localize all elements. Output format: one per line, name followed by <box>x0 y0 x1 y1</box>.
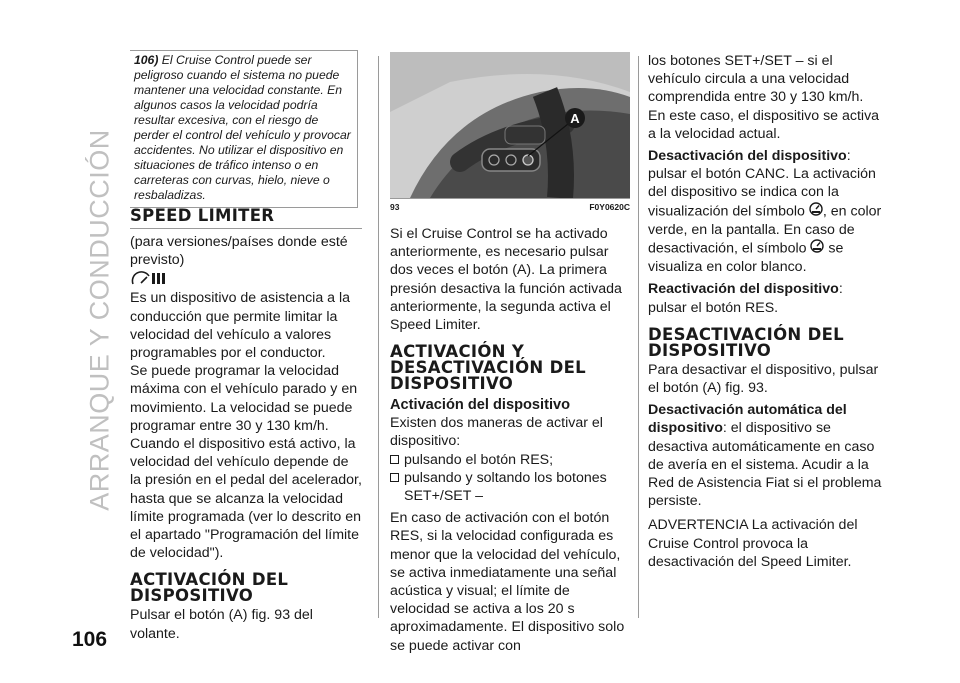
section-heading-deactivation: DESACTIVACIÓN DEL DISPOSITIVO <box>648 324 844 360</box>
figure-code: F0Y0620C <box>589 202 630 212</box>
subheading-reactivation: Reactivación del dispositivo <box>648 281 839 298</box>
list-item <box>390 469 630 505</box>
bullet-square-icon <box>390 455 399 464</box>
bullet-square-icon <box>390 473 399 482</box>
paragraph: Para desactivar el dispositivo, pulsar el botón (A) fig. 93. <box>648 361 879 397</box>
list-item-text: pulsando el botón RES; <box>404 451 554 468</box>
paragraph: Existen dos maneras de activar el dispositivo: <box>390 415 603 450</box>
paragraph: los botones SET+/SET – si el vehículo circula a una velocidad comprendida entre 30 y 130 km/h. En este caso, el dispositivo se activa a la velocidad actual. <box>648 53 880 142</box>
subheading-deactivation: Desactivación del dispositivo <box>648 148 847 165</box>
paragraph: Si el Cruise Control se ha activado anteriormente, es necesario pulsar dos veces el botón (A). La primera presión desactiva la función activada anteriormente, la segunda activa el Speed Limiter. <box>390 226 622 334</box>
speed-limiter-symbol-icon <box>810 239 824 258</box>
paragraph: Pulsar el botón (A) fig. 93 del volante. <box>130 607 313 642</box>
subheading-activation: Activación del dispositivo <box>390 397 571 414</box>
section-heading-activation: ACTIVACIÓN DEL DISPOSITIVO <box>130 570 289 606</box>
column-3 <box>648 52 884 571</box>
paragraph: En caso de activación con el botón RES, si la velocidad configurada es menor que la velocidad del vehículo, se activa inmediatamente una señal acústica y visual; el límite de velocidad se activa a los 20 s aproximadamente. El dispositivo solo se puede activar con <box>390 510 625 654</box>
text: se visualiza en color blanco. <box>648 240 844 276</box>
paragraph <box>648 147 884 276</box>
figure-number: 93 <box>390 202 400 212</box>
figure-caption <box>390 201 630 213</box>
steering-wheel-figure <box>390 52 630 199</box>
text: , en color verde, en la pantalla. En caso de desactivación, el símbolo <box>648 202 882 257</box>
speed-limiter-symbol-icon <box>809 202 823 221</box>
figure-label-a: A <box>570 111 580 126</box>
text: : el dispositivo se desactiva automáticamente en caso de avería en el sistema. Acudir a la Red de Asistencia Fiat si el problema persiste. <box>648 420 882 510</box>
chapter-title-text: ARRANQUE Y CONDUCCIÓN <box>84 129 115 511</box>
paragraph <box>648 401 884 510</box>
subheading-auto-deactivation: Desactivación automática del dispositivo <box>648 402 847 437</box>
text: : pulsar el botón CANC. La activación del dispositivo se indica con la visualización del símbolo <box>648 148 876 219</box>
list-item <box>390 451 630 469</box>
warning-number: 106) <box>134 53 159 67</box>
section-heading-activation-deactivation: ACTIVACIÓN Y DESACTIVACIÓN DEL DISPOSITIVO <box>390 342 586 394</box>
warning-box <box>130 50 358 208</box>
list-item-text: pulsando y soltando los botones SET+/SET – <box>404 469 607 505</box>
warning-paragraph: ADVERTENCIA La activación del Cruise Control provoca la desactivación del Speed Limiter. <box>648 517 858 570</box>
paragraph: Cuando el dispositivo está activo, la velocidad del vehículo depende de la presión en el pedal del acelerador, hasta que se alcanza la velocidad límite programada (ver lo descrito en el apartado "Programación del límite de velocidad"). <box>130 436 362 562</box>
section-heading-speed-limiter: SPEED LIMITER <box>130 208 362 229</box>
paragraph: Es un dispositivo de asistencia a la conducción que permite limitar la velocidad del vehículo a valores programables por el conductor. <box>130 290 351 362</box>
paragraph: Se puede programar la velocidad máxima con el vehículo parado y en movimiento. La velocidad se puede programar entre 30 y 130 km/h. <box>130 363 358 434</box>
column-divider <box>638 56 639 618</box>
paragraph <box>648 280 884 316</box>
speed-limiter-icon <box>130 269 362 289</box>
column-1 <box>130 52 362 643</box>
text: : pulsar el botón RES. <box>648 281 843 316</box>
chapter-side-title <box>70 20 130 620</box>
intro-text: (para versiones/países donde esté previsto) <box>130 234 348 269</box>
page-number: 106 <box>72 628 108 651</box>
warning-text: El Cruise Control puede ser peligroso cuando el sistema no puede mantener una velocidad constante. En algunos casos la velocidad podría resultar excesiva, con el riesgo de perder el control del vehículo y provocar accidentes. No utilizar el dispositivo en situaciones de tráfico intenso o en carreteras con curvas, hielo, nieve o resbaladizas. <box>134 53 351 202</box>
column-divider <box>378 56 379 618</box>
column-2 <box>390 52 630 655</box>
